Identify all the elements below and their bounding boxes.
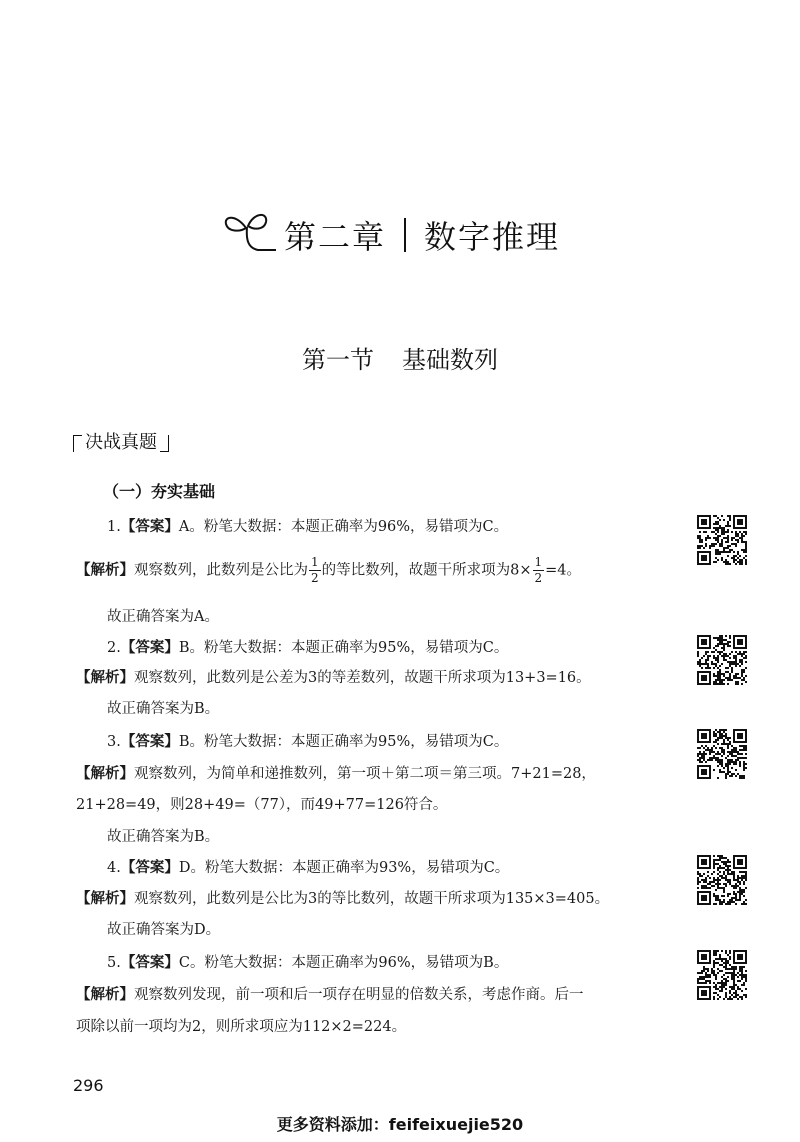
footer-note: 更多资料添加：feifeixuejie520 xyxy=(276,1115,524,1134)
analysis-line-5b: 项除以前一项均为2，则所求项应为112×2=224。 xyxy=(76,1019,407,1035)
answer-line-5: 5.【答案】C。粉笔大数据：本题正确率为96%，易错项为B。 xyxy=(107,955,509,971)
answer-tag: 【答案】 xyxy=(120,519,179,535)
section-heading xyxy=(0,340,800,375)
page-number: 296 xyxy=(73,1076,104,1095)
conclusion-line-1: 故正确答案为A。 xyxy=(107,609,219,625)
answer-line-4: 4.【答案】D。粉笔大数据：本题正确率为93%，易错项为C。 xyxy=(107,860,510,876)
analysis-line-4: 【解析】观察数列，此数列是公比为3的等比数列，故题干所求项为135×3=405。 xyxy=(76,891,610,907)
analysis-line-5: 【解析】观察数列发现，前一项和后一项存在明显的倍数关系，考虑作商。后一 xyxy=(76,987,584,1003)
conclusion-line-2: 故正确答案为B。 xyxy=(107,701,220,717)
block-title-text: 决战真题 xyxy=(85,432,157,453)
analysis-line-3: 【解析】观察数列，为简单和递推数列，第一项＋第二项＝第三项。7+21=28， xyxy=(76,766,596,782)
block-title xyxy=(73,428,169,454)
right-bracket-icon xyxy=(160,435,169,452)
analysis-line-2: 【解析】观察数列，此数列是公差为3的等差数列，故题干所求项为13+3=16。 xyxy=(76,670,591,686)
chapter-heading xyxy=(222,200,560,270)
qr-code-icon[interactable] xyxy=(697,515,747,565)
qr-code-icon[interactable] xyxy=(697,950,747,1000)
chapter-number: 第二章 xyxy=(284,218,387,256)
conclusion-line-3: 故正确答案为B。 xyxy=(107,829,220,845)
answer-line-2: 2.【答案】B。粉笔大数据：本题正确率为95%，易错项为C。 xyxy=(107,640,509,656)
qr-code-icon[interactable] xyxy=(697,635,747,685)
conclusion-line-4: 故正确答案为D。 xyxy=(107,922,221,938)
answer-line-3: 3.【答案】B。粉笔大数据：本题正确率为95%，易错项为C。 xyxy=(107,734,509,750)
chapter-title: 数字推理 xyxy=(424,218,561,256)
answer-line-1: 1.【答案】A。粉笔大数据：本题正确率为96%，易错项为C。 xyxy=(107,519,509,535)
fraction: $\frac{1}{2}$ xyxy=(311,555,319,585)
title-separator xyxy=(404,218,406,252)
analysis-tag: 【解析】 xyxy=(76,562,134,579)
analysis-line-1: 【解析】观察数列，此数列是公比为 $\frac{1}{2}$ 的等比数列，故题干所求项为8× $\frac{1}{2}$ =4。 xyxy=(76,555,582,585)
analysis-line-3b: 21+28=49，则28+49=（77），而49+77=126符合。 xyxy=(76,797,448,813)
left-bracket-icon xyxy=(73,435,82,452)
qr-code-icon[interactable] xyxy=(697,855,747,905)
sprout-icon xyxy=(222,210,278,260)
fraction: $\frac{1}{2}$ xyxy=(534,555,543,585)
section-number: 第一节 xyxy=(302,346,374,374)
subheading: （一）夯实基础 xyxy=(103,482,216,501)
qr-code-icon[interactable] xyxy=(697,729,747,779)
section-title: 基础数列 xyxy=(402,346,498,374)
